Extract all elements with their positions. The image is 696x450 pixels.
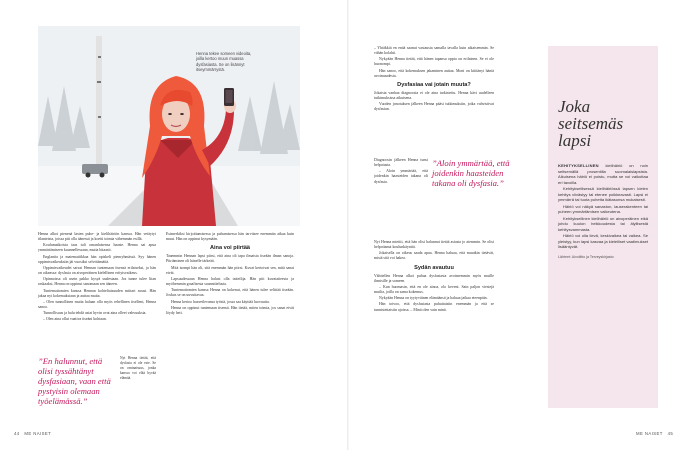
sidebar-body [558,163,648,250]
paragraph: – Yhtäkkiä en enää saanut vastausta samalla tavalla kuin aikaisemmin. Se vähän kolahti. [374,46,494,56]
page-number-right: 45 [667,431,674,436]
page-number-left: 44 [14,431,20,436]
paragraph: Tuntemattomien kanssa Henna on kokenut, että hänen tulee selittää itseään. Joskus se on uuvuttavaa. [166,288,294,298]
paragraph: Nykyään Henna on tyytyväinen elämäänsä ja haluaa jatkaa eteenpäin. [379,296,488,301]
paragraph: Mitä isompi hän oli, sitä enemmän hän piirsi. Kuvat kertoivat sen, mitä sanat eivät. [166,265,294,275]
gutter [347,0,349,450]
paragraph: Lapsuudessaan Henna halusi olla taiteilija. Hän piti kuvataiteesta ja myöhemmin graafisesta suunnittelusta. [166,276,294,287]
portrait-photo [38,26,300,226]
paragraph: Nyt Henna miettii, että hän olisi halunnut tietää asiasta jo aiemmin. Se olisi helpottanut koulunkäyntiä. [374,240,494,250]
paragraph: – Olen tunnollinen mutta haluan olla myös rehellinen itselleni, Henna sanoo. [38,299,156,310]
paragraph: Henna kertoo haaveilevansa työstä, jossa saa käyttää luovuutta. [171,299,270,304]
paragraph: Henna alkoi pienenä lasten puhe- ja kielihäiriön kanssa. Hän vetäytyi tilanteista, joissa piti olla äänessä ja koetti toimia vähemmän esillä. [38,232,156,242]
paragraph: Oppimisvaikeudet saivat Hennan tuntemaan itsensä erilaiseksi, ja hän on oikeassa: dysfasia on aivoperäinen kielellinen erityisvaikeus. [38,265,156,276]
left-column-2 [166,232,294,424]
magazine-name-right: ME NAISET [636,431,663,436]
paragraph: Hän toivoo, että dysfasiasta puhuttaisiin enemmän ja että se tunnistettaisiin ajoissa. – Minä olen vain minä. [374,302,494,312]
paragraph: Taaemmin Hennan lapsi piirsi, että aina oli tapa ilmaista itseään ilman sanoja. Piirtäminen oli hänelle tärkeää. [166,254,294,264]
paragraph: Hän sanoo, että kokemuksen jakaminen auttaa. Moni on kiittänyt häntä avoimuudesta. [374,68,494,78]
left-column-1-lower [120,356,156,422]
sidebar-paragraph [558,163,648,185]
paragraph: Jokaista vanhaa diagnoosia ei ole aina tarkistettu. Henna kävi uudelleen tutkimuksissa aikuisena. [374,90,494,101]
paragraph: Englantia ja matematiikkaa hän opiskeli pienryhmässä. Syy hänen oppimisvaikeuksiin jäi vuosiksi selvittämättä. [38,254,156,264]
left-column-1 [38,232,156,348]
paragraph: – Aloin ymmärtää, että joidenkin haasteiden takana oli dysfasia. [374,169,428,184]
paragraph: Diagnoosin jälkeen Henna tunsi helpotusta. [374,158,428,168]
right-column-1-narrow [374,158,428,238]
sidebar-source: Lähteet: Aivoliitto ja Terveyskirjasto [558,254,614,259]
paragraph: Nykyään Henna tietää, että hänen tapansa oppia on erilainen. Se ei ole huonompi. [374,57,494,67]
right-column-1-lower [374,240,494,428]
sidebar-lead: KEHITYKSELLINEN [558,163,599,168]
paragraph: Esimerkiksi kirjoittamisessa ja puhumisessa hän tarvitsee enemmän aikaa kuin muut. Hän on oppinut kysymään. [166,232,294,242]
sidebar-paragraph: Häiriö voi näkyä sanaston, lauserakenteen tai puheen ymmärtämisen vaikeutena. [558,203,648,214]
paragraph: Koulumatkoista taas tuli omanlaisensa haaste. Henna sai apua ymmärtämiseen kuunnellessaan, mutta hitaasti. [38,243,156,253]
sidebar-paragraph: Häiriö voi olla lievä, keskivaikea tai vaikea. Se yleistyy, kun lapsi kasvaa ja kielelliset vaatimukset lisääntyvät. [558,233,648,249]
sidebar-title: Joka seitsemäs lapsi [558,97,624,150]
paragraph: – Olen aina ollut vaativa itseäni kohtaan. [43,317,107,322]
sidebar-paragraph-text: kielihäiriö on noin seitsemällä prosentilla suomalaislapsista. Aikuisena häiriö ei poistu, mutta se voi vaikuttaa eri tavoilla. [558,163,648,185]
sidebar-paragraph: Kehityksellinen kielihäiriö on aivoperäinen eikä johdu kuulon heikkoudesta tai älyllisestä kehitysvammasta. [558,215,648,232]
sidebar-paragraph: Kehityksellisessä kielihäiriössä lapsen kielen kehitys viivästyy tai etenee poikkeavasti. Lapsi ei ymmärrä tai tuota puhetta ikätasonsa mukaisesti. [558,186,648,202]
paragraph: Vuoden jonotuksen jälkeen Henna pääsi tutkimuksiin, jotka vahvistivat dysfasian. [374,102,494,112]
magazine-name-left: ME NAISET [24,431,52,436]
folio-left [14,431,51,436]
pull-quote-right: ”Aloin ymmärtää, että joidenkin haasteiden takana oli dysfasia.” [432,158,510,188]
section-heading: Dysfasiaa vai jotain muuta? [397,81,471,88]
paragraph: Henna on oppinut tuntemaan itsensä. Hän tietää, miten toimia, jos sanat eivät löydy heti. [166,305,294,315]
pull-quote-left: ”En halunnut, että olisi tyssähtänyt dysfasiaan, vaan että pystyisin olemaan työelämässä.” [38,356,111,406]
paragraph: Opinnoissa oli usein pakko kysyä uudestaan. Jos tunne tulee liian raskaaksi, Henna on oppinut sanomaan sen ääneen. [38,277,156,287]
photo-caption: Henna tekee someen videoita, joilla kertoo muun muassa dysfasiasta. Se on lisännyt itseymmärrystä. [196,51,252,73]
paragraph: Tuntemattomien kanssa Hennan kohteliaisuuden mittari nousi. Hän jakaa nyt kokemuksiaan ja auttaa muita. [38,288,156,298]
right-column-1 [374,46,494,156]
paragraph: Jokaisella on oikeus saada apua. Henna haluaa, että muutkin tietävät, mistä sitä voi hakea. [374,251,494,261]
info-sidebar [548,46,658,408]
folio-right [636,431,673,436]
photo-illustration [38,26,300,226]
section-heading: Sydän avautuu [414,264,454,271]
paragraph: Vähitellen Henna alkoi puhua dysfasiasta avoimemmin myös muille ihmisille ja someen. [374,273,494,283]
paragraph: Nyt Henna tietää, että dysfasia ei ole este. Se on ominaisuus, jonka kanssa voi elää hyvää elämää. [120,356,156,380]
section-heading: Aina voi piirtää [209,245,251,252]
paragraph: – Kun huomasin, että en ole ainoa, olo keveni. Sain paljon viestejä muilta, joilla on sama kokemus. [374,284,494,295]
paragraph: Tunnollisuus ja halu tehdä asiat hyvin ovat aina olleet vahvuuksia. [43,311,147,316]
